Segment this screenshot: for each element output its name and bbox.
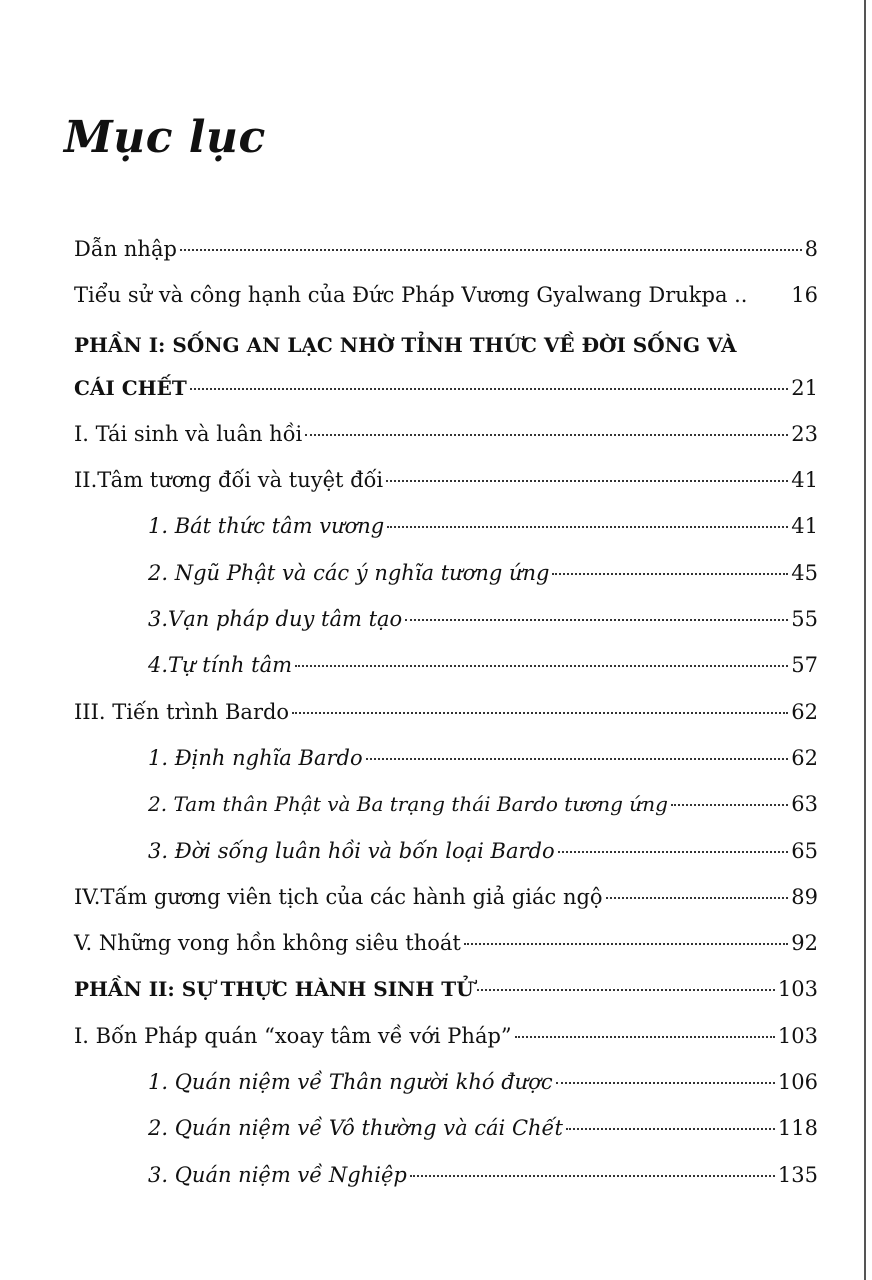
dot-leader <box>552 573 788 575</box>
dot-leader <box>180 249 802 251</box>
toc-entry <box>74 365 818 411</box>
table-of-contents <box>74 226 818 1198</box>
toc-entry-label: 4.Tự tính tâm <box>148 653 292 678</box>
toc-page-number: 55 <box>791 607 818 632</box>
dot-leader <box>477 989 775 991</box>
toc-page-number: 63 <box>791 792 818 817</box>
dot-leader <box>558 851 789 853</box>
page-title: Mục lục <box>64 112 266 163</box>
dot-leader <box>671 804 788 806</box>
toc-entry-label: 1. Bát thức tâm vương <box>148 514 385 539</box>
toc-page-number: 135 <box>777 1162 818 1187</box>
toc-subentry <box>74 1105 818 1151</box>
toc-entry-label: 2. Tam thân Phật và Ba trạng thái Bardo tương ứng <box>148 792 668 817</box>
toc-entry-label: PHẦN I: SỐNG AN LẠC NHỜ TỈNH THỨC VỀ ĐỜI SỐNG VÀ <box>74 332 737 357</box>
toc-entry-label: 1. Định nghĩa Bardo <box>148 745 363 770</box>
toc-page-number: 92 <box>791 931 818 956</box>
toc-page-number: 23 <box>791 421 818 446</box>
toc-entry-label: III. Tiến trình Bardo <box>74 699 290 724</box>
dot-leader <box>410 1175 775 1177</box>
dot-leader <box>366 758 789 760</box>
toc-entry-label: Tiểu sử và công hạnh của Đức Pháp Vương Gyalwang Drukpa .. <box>74 283 748 308</box>
toc-subentry <box>74 503 818 549</box>
toc-entry <box>74 411 818 457</box>
toc-entry-label: 3. Quán niệm về Nghiệp <box>148 1162 407 1187</box>
page-edge-line <box>864 0 866 1280</box>
toc-part-heading <box>74 325 818 365</box>
toc-entry-label: II.Tâm tương đối và tuyệt đối <box>74 468 384 493</box>
toc-page-number: 103 <box>777 1023 818 1048</box>
toc-entry-label: 3.Vạn pháp duy tâm tạo <box>148 607 403 632</box>
toc-subentry <box>74 1152 818 1198</box>
dot-leader <box>556 1082 775 1084</box>
toc-entry <box>74 920 818 966</box>
toc-entry-label: 2. Quán niệm về Vô thường và cái Chết <box>148 1116 563 1141</box>
dot-leader <box>305 434 788 436</box>
toc-entry-label: I. Bốn Pháp quán “xoay tâm về với Pháp” <box>74 1023 512 1048</box>
toc-subentry <box>74 1059 818 1105</box>
toc-page-number: 106 <box>777 1070 818 1095</box>
toc-entry-label: CÁI CHẾT <box>74 375 187 400</box>
toc-page-number: 41 <box>791 468 818 493</box>
toc-page-number: 118 <box>777 1116 818 1141</box>
toc-subentry <box>74 642 818 688</box>
dot-leader <box>295 665 788 667</box>
toc-entry <box>74 689 818 735</box>
dot-leader <box>292 712 788 714</box>
toc-part-heading <box>74 966 818 1012</box>
dot-leader <box>515 1036 775 1038</box>
toc-page-number: 62 <box>791 745 818 770</box>
toc-page-number: 62 <box>791 699 818 724</box>
toc-entry-label: 1. Quán niệm về Thân người khó được <box>148 1070 553 1095</box>
toc-page-number: 65 <box>791 838 818 863</box>
toc-entry <box>74 457 818 503</box>
dot-leader <box>386 480 788 482</box>
toc-entry <box>74 874 818 920</box>
toc-entry <box>74 1013 818 1059</box>
toc-entry-label: IV.Tấm gương viên tịch của các hành giả giác ngộ <box>74 884 603 909</box>
toc-page-number: 57 <box>791 653 818 678</box>
dot-leader <box>405 619 788 621</box>
toc-entry <box>74 272 818 318</box>
toc-entry-label: V. Những vong hồn không siêu thoát <box>74 931 461 956</box>
toc-page-number: 8 <box>804 237 818 261</box>
toc-entry-label: Dẫn nhập <box>74 237 177 261</box>
toc-page-number: 41 <box>791 514 818 539</box>
dot-leader <box>190 388 789 390</box>
toc-page-number: 89 <box>791 884 818 909</box>
toc-entry-label: PHẦN II: SỰ THỰC HÀNH SINH TỬ <box>74 977 474 1002</box>
toc-page-number: 21 <box>791 375 818 400</box>
toc-entry-label: I. Tái sinh và luân hồi <box>74 421 303 446</box>
toc-subentry <box>74 596 818 642</box>
toc-page-number: 16 <box>791 283 818 308</box>
toc-subentry <box>74 828 818 874</box>
dot-leader <box>566 1128 775 1130</box>
toc-page-number: 45 <box>791 560 818 585</box>
toc-entry <box>74 226 818 272</box>
toc-subentry <box>74 550 818 596</box>
dot-leader <box>464 943 788 945</box>
dot-leader <box>387 526 788 528</box>
toc-subentry <box>74 781 818 827</box>
toc-entry-label: 2. Ngũ Phật và các ý nghĩa tương ứng <box>148 560 550 585</box>
toc-page-number: 103 <box>777 977 818 1002</box>
toc-entry-label: 3. Đời sống luân hồi và bốn loại Bardo <box>148 838 555 863</box>
dot-leader <box>606 897 789 899</box>
toc-subentry <box>74 735 818 781</box>
